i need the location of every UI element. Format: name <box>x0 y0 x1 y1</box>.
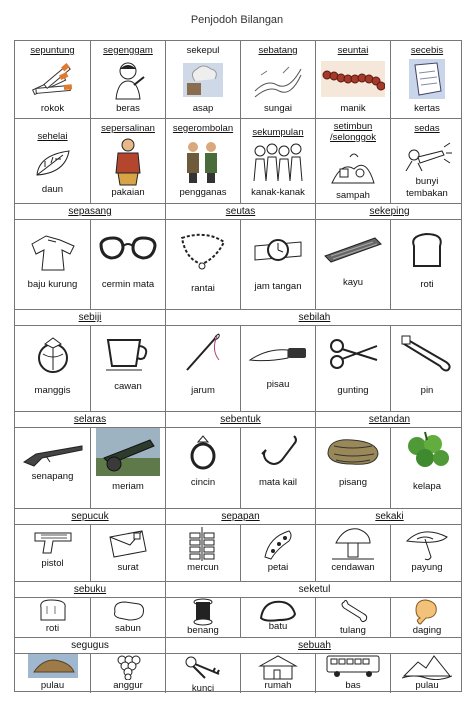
cell-daun <box>15 119 90 203</box>
classifier-label: sehelai <box>37 131 68 142</box>
noun-label: tulang <box>340 625 366 636</box>
noun-label: pin <box>420 385 434 396</box>
noun-label: daging <box>412 625 442 636</box>
noun-label: anggur <box>113 680 143 691</box>
noun-label: bunyi <box>415 176 439 187</box>
chicken-drumstick-icon <box>412 598 442 626</box>
noun-label: pengganas <box>179 187 227 198</box>
cell-cawan <box>90 326 165 411</box>
classifier-label: sebentuk <box>165 412 315 428</box>
rifle-icon <box>22 442 84 468</box>
fishing-hook-icon <box>254 432 302 470</box>
classifier-header <box>15 310 461 326</box>
cell-pengganas <box>165 119 240 203</box>
coconut-bunch-icon <box>401 428 453 474</box>
cell-manik <box>315 41 390 118</box>
cell-mata-kail <box>240 428 315 508</box>
classifier-label: segerombolan <box>172 123 234 134</box>
noun-label: cawan <box>114 381 142 392</box>
noun-label: cermin mata <box>101 279 155 290</box>
cell-jam-tangan <box>240 220 315 309</box>
noun-label: petai <box>267 562 289 573</box>
cell-payung <box>390 525 463 581</box>
cell-mercun <box>165 525 240 581</box>
classifier-label: sebuku <box>73 584 107 595</box>
classifier-label: sepersalinan <box>101 123 155 134</box>
classifier-table <box>14 40 462 692</box>
noun-label: pulau <box>415 680 439 691</box>
classifier-label: sebuah <box>165 638 463 654</box>
noun-label: bas <box>345 680 361 691</box>
classifier-label: sepapan <box>165 509 315 525</box>
noun-label: pulau <box>40 680 65 691</box>
table-row <box>15 203 461 309</box>
table-row <box>15 309 461 411</box>
chain-necklace-icon <box>176 228 230 272</box>
noun-label: pistol <box>41 558 64 569</box>
noun-label: roti <box>420 279 434 290</box>
cell-surat <box>90 525 165 581</box>
classifier-label: sepuntung <box>30 45 75 56</box>
classifier-header <box>15 638 461 654</box>
noun-label: roti <box>45 623 60 634</box>
classifier-label: setimbun <box>333 121 373 132</box>
cell-cendawan <box>315 525 390 581</box>
noun-label: daun <box>41 184 64 195</box>
traditional-dress-icon <box>26 232 80 274</box>
bread-slice-icon <box>406 230 448 270</box>
noun-label: mata kail <box>258 477 297 488</box>
table-row <box>15 508 461 581</box>
noun-label: baju kurung <box>27 279 78 290</box>
classifier-label: segenggam <box>103 45 153 56</box>
cell-kanak-kanak <box>240 119 315 203</box>
noun-label: sungai <box>264 103 292 114</box>
cell-pulau-gugus <box>15 654 90 693</box>
noun-label: batu <box>268 621 288 632</box>
cell-kayu <box>315 220 390 309</box>
soap-bar-icon <box>111 598 145 622</box>
classifier-label: sebilah <box>165 310 463 326</box>
classifier-label: sekepul <box>186 45 220 56</box>
paper-scrap-icon <box>407 57 447 101</box>
wood-plank-icon <box>323 234 383 264</box>
cell-sabun <box>90 598 165 637</box>
classifier-label: secebis <box>410 45 444 56</box>
bus-icon <box>325 654 381 678</box>
house-icon <box>256 654 300 680</box>
cell-cincin <box>165 428 240 508</box>
knife-icon <box>248 340 308 366</box>
firecracker-icon <box>186 527 220 563</box>
rubbish-pile-icon <box>328 147 378 187</box>
classifier-label: seuntai <box>337 45 369 56</box>
thread-spool-icon <box>191 598 215 626</box>
cell-cermin-mata <box>90 220 165 309</box>
table-row <box>15 411 461 508</box>
cell-sungai <box>240 41 315 118</box>
island-icon <box>28 654 78 678</box>
noun-label: gunting <box>337 385 369 396</box>
classifier-label: selaras <box>73 414 107 425</box>
cell-jarum <box>165 326 240 411</box>
noun-label: senapang <box>31 471 74 482</box>
noun-label: payung <box>411 562 443 573</box>
cell-petai <box>240 525 315 581</box>
grapes-icon <box>114 654 142 680</box>
noun-label: kelapa <box>413 481 441 492</box>
noun-label: kanak-kanak <box>251 187 305 198</box>
noun-label: kayu <box>342 277 364 288</box>
classifier-label-alt: /selonggok <box>330 132 376 143</box>
classifier-header <box>15 204 461 220</box>
cell-tulang <box>315 598 390 637</box>
cell-pakaian <box>90 119 165 203</box>
noun-label: kunci <box>191 683 215 694</box>
cell-kertas <box>390 41 463 118</box>
noun-label: cincin <box>190 477 216 488</box>
cell-baju-kurung <box>15 220 90 309</box>
noun-label: sampah <box>336 190 370 201</box>
classifier-label: sebiji <box>78 312 102 323</box>
table-row <box>15 637 461 693</box>
noun-label: jarum <box>191 385 215 396</box>
classifier-label: sebatang <box>258 45 298 56</box>
noun-label: rantai <box>191 283 215 294</box>
noun-label: jam tangan <box>254 281 302 292</box>
needle-icon <box>181 330 225 374</box>
table-row <box>15 41 461 118</box>
safety-pin-icon <box>400 332 454 372</box>
cell-rantai <box>165 220 240 309</box>
group-of-bandits-icon <box>181 137 225 185</box>
cell-gunting <box>315 326 390 411</box>
noun-label: mercun <box>187 562 219 573</box>
noun-label: benang <box>187 625 219 636</box>
classifier-label: sepasang <box>68 206 112 217</box>
children-group-icon <box>250 141 306 183</box>
scissors-icon <box>327 334 379 372</box>
island-mountain-icon <box>402 654 452 680</box>
umbrella-icon <box>403 525 451 561</box>
cell-senapang <box>15 428 90 508</box>
cell-pisau <box>240 326 315 411</box>
beads-icon <box>321 61 385 97</box>
noun-label: pakaian <box>111 187 145 198</box>
noun-label: pisau <box>266 379 290 390</box>
noun-label: surat <box>117 562 139 573</box>
cell-pistol <box>15 525 90 581</box>
classifier-label: sekeping <box>315 204 463 220</box>
noun-label: rokok <box>40 103 65 114</box>
cell-pisang <box>315 428 390 508</box>
cell-sampah <box>315 119 390 203</box>
cell-asap <box>165 41 240 118</box>
envelope-icon <box>108 529 148 559</box>
bread-loaf-icon <box>37 598 69 622</box>
cell-bas <box>315 654 390 693</box>
classifier-header <box>15 509 461 525</box>
rock-icon <box>259 598 297 622</box>
classifier-label: sepucuk <box>71 511 109 522</box>
keys-icon <box>183 654 223 680</box>
traditional-clothes-icon <box>110 137 146 187</box>
noun-label: cendawan <box>331 562 375 573</box>
noun-label: beras <box>116 103 140 114</box>
pistol-icon <box>33 529 73 555</box>
classifier-label: seketul <box>165 582 463 598</box>
noun-label: manik <box>340 103 366 114</box>
cell-tembakan <box>390 119 463 203</box>
cell-roti-keping <box>390 220 463 309</box>
cup-icon <box>104 334 152 372</box>
cell-rokok <box>15 41 90 118</box>
cell-kunci <box>165 654 240 693</box>
cell-pulau-buah <box>390 654 463 693</box>
eyeglasses-icon <box>99 234 157 264</box>
cell-roti-buku <box>15 598 90 637</box>
cannon-icon <box>96 428 160 476</box>
page-title: Penjodoh Bilangan <box>190 14 284 26</box>
cell-manggis <box>15 326 90 411</box>
cell-benang <box>165 598 240 637</box>
classifier-label: segugus <box>71 640 109 651</box>
table-row <box>15 581 461 637</box>
classifier-label: sedas <box>414 123 440 134</box>
noun-label: sabun <box>115 623 141 634</box>
noun-label: kertas <box>414 103 440 114</box>
wristwatch-icon <box>251 230 305 270</box>
classifier-header <box>15 412 461 428</box>
classifier-label: setandan <box>315 412 463 428</box>
river-icon <box>253 61 303 99</box>
cigarette-icon <box>28 61 78 99</box>
cell-rumah <box>240 654 315 693</box>
noun-label: manggis <box>34 385 71 396</box>
bone-icon <box>338 598 368 624</box>
leaf-icon <box>33 147 73 179</box>
smoke-icon <box>181 61 225 99</box>
mushroom-icon <box>330 525 376 561</box>
petai-bean-icon <box>261 527 295 561</box>
classifier-label: sekaki <box>315 509 463 525</box>
ring-icon <box>188 434 218 470</box>
mangosteen-icon <box>33 334 73 374</box>
banana-bunch-icon <box>324 434 382 468</box>
cell-beras <box>90 41 165 118</box>
hand-holding-rice-icon <box>108 59 148 101</box>
cell-daging <box>390 598 463 637</box>
noun-label: pisang <box>339 477 367 488</box>
cell-batu <box>240 598 315 637</box>
classifier-header <box>15 582 461 598</box>
classifier-label: seutas <box>165 204 315 220</box>
noun-label: rumah <box>264 680 292 691</box>
cell-pin <box>390 326 463 411</box>
noun-label: asap <box>192 103 214 114</box>
gunshot-soldier-icon <box>402 137 452 173</box>
classifier-label: sekumpulan <box>252 127 304 138</box>
cell-anggur <box>90 654 165 693</box>
noun-label: tembakan <box>406 188 448 199</box>
cell-meriam <box>90 428 165 508</box>
cell-kelapa <box>390 428 463 508</box>
table-row <box>15 118 461 203</box>
noun-label: meriam <box>112 481 144 492</box>
